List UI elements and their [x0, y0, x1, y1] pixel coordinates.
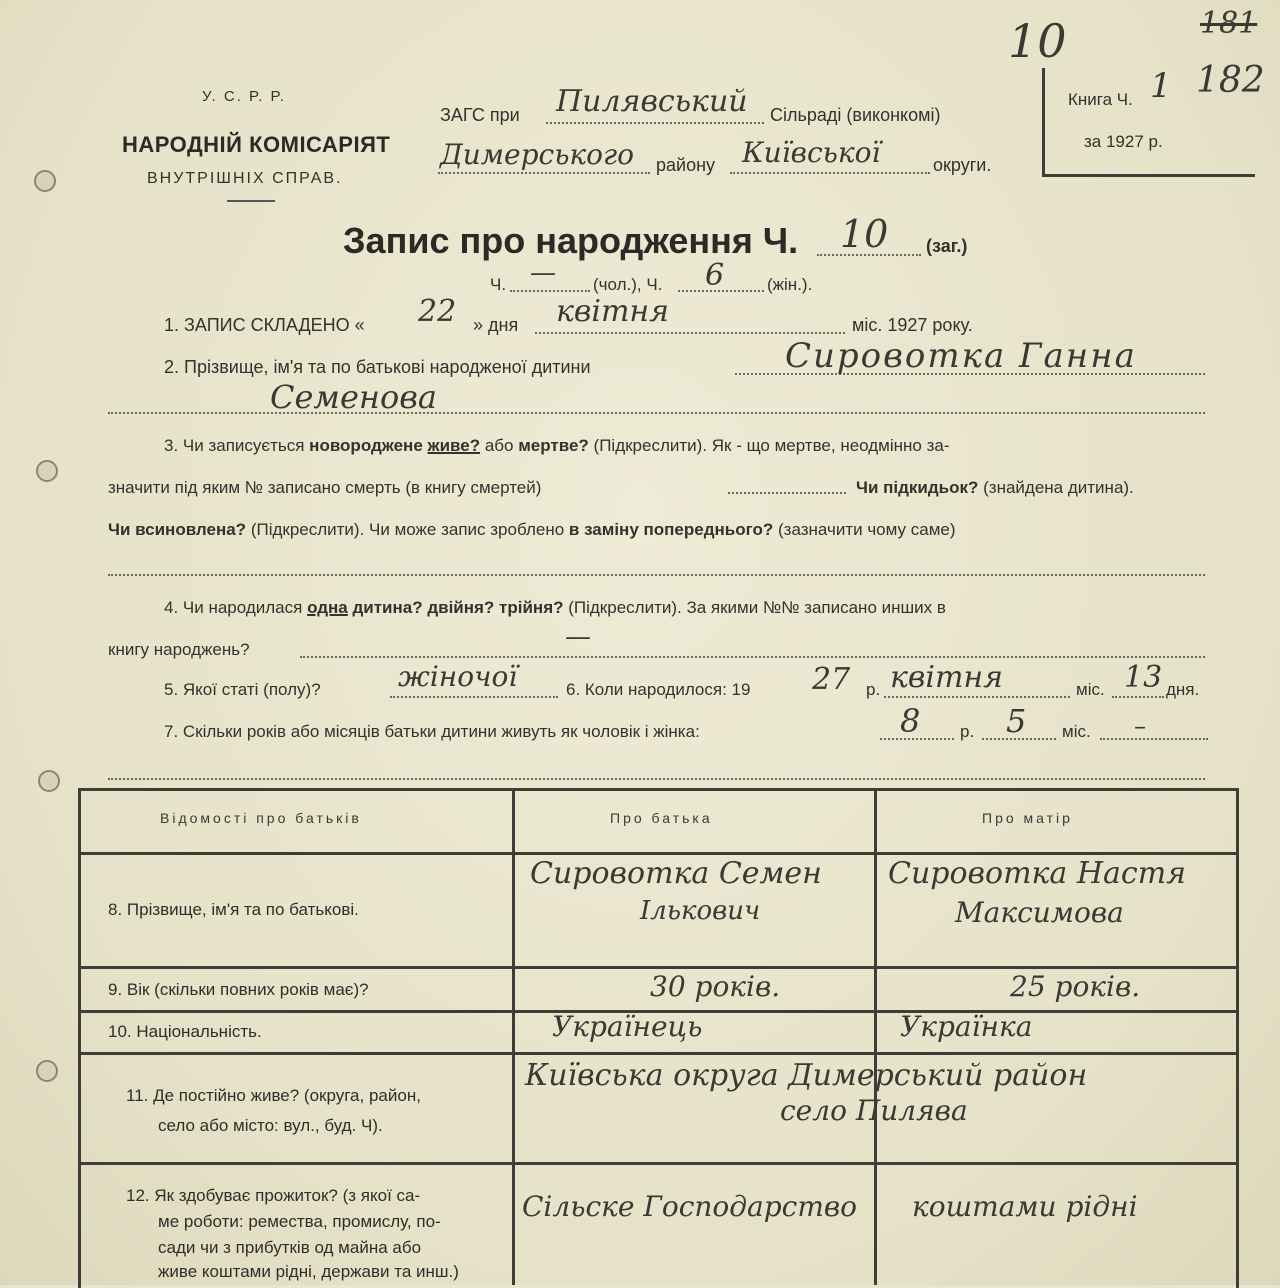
punch-hole: [38, 770, 60, 792]
row10-father: Українець: [552, 1010, 703, 1043]
district-value: Димерського: [440, 138, 635, 171]
field3-line2-c: (знайдена дитина).: [983, 478, 1134, 497]
field3-line1-a: 3. Чи записується: [164, 436, 305, 455]
book-number-2: 182: [1196, 60, 1265, 101]
book-year: за 1927 р.: [1084, 132, 1163, 151]
field4-line1-d: (Підкреслити). За якими №№ записано инших в: [568, 598, 946, 617]
table-row-divider: [78, 852, 1236, 855]
table-col-divider-2: [874, 788, 877, 1285]
table-head-info: Відомості про батьків: [160, 810, 362, 826]
field7-months: 5: [1006, 702, 1027, 740]
field2-label: 2. Прізвище, ім'я та по батькові народженої дитини: [164, 357, 591, 377]
row10-mother: Українка: [900, 1010, 1033, 1043]
field1-prefix: 1. ЗАПИС СКЛАДЕНО «: [164, 315, 365, 335]
field3-line2-b: Чи підкидьок?: [856, 478, 979, 497]
field4-line1-a: 4. Чи народилася: [164, 598, 303, 617]
field6-year-suffix: р.: [866, 680, 881, 699]
zags-suffix: Сільраді (виконкомі): [770, 105, 941, 125]
male-prefix: Ч.: [490, 275, 507, 294]
record-gen-suffix: (заг.): [926, 236, 968, 256]
field4-line2: книгу народжень?: [108, 640, 250, 659]
row11-label-1: 11. Де постійно живе? (округа, район,: [126, 1086, 421, 1105]
female-value: 6: [705, 258, 725, 293]
field1-month-line: [535, 332, 845, 334]
field6-month-line: [884, 696, 1070, 698]
punch-hole: [36, 1060, 58, 1082]
field3-line3-a: Чи всиновлена?: [108, 520, 247, 539]
row11-label-2: село або місто: вул., буд. Ч).: [158, 1116, 383, 1135]
okrug-line: [730, 172, 930, 174]
corner-crossed-number: 181: [1200, 6, 1258, 41]
field4-line1-b: одна: [307, 598, 348, 617]
book-label: Книга Ч.: [1068, 90, 1133, 109]
record-number: 10: [840, 212, 889, 256]
field2-value-1: Сировотка Ганна: [785, 336, 1137, 376]
field5-value: жіночої: [398, 660, 518, 693]
row12-label-1: 12. Як здобуває прожиток? (з якої са-: [126, 1186, 421, 1205]
field3-line3-c: в заміну попереднього?: [568, 520, 774, 539]
field3-line1-c: живе?: [427, 436, 481, 455]
field4-value: —: [565, 622, 591, 652]
district-line: [438, 172, 650, 174]
row11-value-1: Київська округа Димерський район: [525, 1058, 1088, 1093]
field3-line2-a: значити під яким № записано смерть (в книгу смертей): [108, 478, 542, 497]
field4-line1-c: дитина? двійня? трійня?: [352, 598, 564, 617]
commissariat-label: НАРОДНІЙ КОМІСАРІЯТ: [122, 132, 391, 157]
field4-line: [300, 656, 1205, 658]
row12-label-2: ме роботи: ремества, промислу, по-: [158, 1212, 441, 1231]
record-title: Запис про народження Ч.: [343, 220, 799, 261]
punch-hole: [34, 170, 56, 192]
field1-day-suffix: » дня: [473, 315, 519, 335]
field6-month: квітня: [890, 660, 1004, 695]
field6-label: 6. Коли народилося: 19: [566, 680, 751, 699]
row9-label: 9. Вік (скільки повних років має)?: [108, 980, 369, 999]
okrug-label: округи.: [933, 155, 992, 175]
field7-extra: –: [1134, 712, 1146, 740]
field3-line2: [108, 478, 541, 498]
male-line: [510, 290, 590, 292]
row8-mother-1: Сировотка Настя: [888, 856, 1187, 891]
female-suffix: (жін.).: [767, 275, 813, 294]
field7-years: 8: [900, 702, 921, 740]
field3-death-line: [728, 492, 846, 494]
row11-value-2: село Пилява: [780, 1094, 968, 1127]
field6-day-suffix: дня.: [1166, 680, 1200, 699]
male-suffix: (чол.), Ч.: [593, 275, 663, 294]
row8-label: 8. Прізвище, ім'я та по батькові.: [108, 900, 359, 919]
field6-day-line: [1112, 696, 1164, 698]
field5-label: 5. Якої статі (полу)?: [164, 680, 321, 699]
department-label: ВНУТРІШНІХ СПРАВ.: [147, 170, 343, 187]
header-divider: [227, 200, 275, 202]
table-row-divider: [78, 966, 1236, 969]
row8-father-2: Ількович: [640, 896, 761, 926]
field6-month-suffix: міс.: [1076, 680, 1105, 699]
field3-line3-d: (зазначити чому саме): [777, 520, 956, 539]
field6-year: 27: [812, 662, 851, 697]
row10-label: 10. Національність.: [108, 1022, 262, 1041]
row12-father: Сільске Господарство: [522, 1190, 858, 1223]
corner-mark: 10: [1008, 14, 1067, 68]
field3-line3: [108, 520, 956, 540]
table-col-divider-1: [512, 788, 515, 1285]
field3-reason-line: [108, 574, 1205, 576]
field1-day: 22: [418, 294, 457, 329]
male-value: —: [530, 258, 556, 288]
field3-line1-b: новороджене: [309, 436, 423, 455]
row9-father: 30 років.: [650, 970, 781, 1003]
field6-day: 13: [1124, 660, 1163, 695]
punch-hole: [36, 460, 58, 482]
field3-line1-e: мертве?: [518, 436, 589, 455]
field1-month: квітня: [556, 294, 670, 329]
field4-line1: [164, 598, 946, 618]
field3-line1-d: або: [484, 436, 514, 455]
row9-mother: 25 років.: [1010, 970, 1141, 1003]
row12-label-4: живе коштами рідні, держави та инш.): [158, 1262, 459, 1281]
field1-suffix: міс. 1927 року.: [852, 315, 973, 335]
book-number: 1: [1150, 66, 1172, 106]
field7-extra-line: [1100, 738, 1208, 740]
zags-prefix: ЗАГС при: [440, 105, 520, 125]
ussr-label: У. С. Р. Р.: [202, 88, 286, 105]
field3-line1: [164, 436, 950, 456]
row12-label-3: сади чи з прибутків од майна або: [158, 1238, 422, 1257]
zags-village-line: [546, 122, 764, 124]
table-head-father: Про батька: [610, 810, 713, 826]
row8-father-1: Сировотка Семен: [530, 856, 822, 891]
zags-village-value: Пилявський: [556, 84, 748, 119]
district-label: району: [656, 155, 716, 175]
table-row-divider: [78, 1162, 1236, 1165]
field7-label: 7. Скільки років або місяців батьки дитини живуть як чоловік і жінка:: [164, 722, 700, 741]
row12-mother: коштами рідні: [912, 1190, 1138, 1223]
field7-years-suffix: р.: [960, 722, 975, 741]
field7-months-suffix: міс.: [1062, 722, 1091, 741]
field5-line: [390, 696, 558, 698]
okrug-value: Київської: [742, 136, 881, 169]
field7-line-2: [108, 778, 1205, 780]
row8-mother-2: Максимова: [955, 896, 1124, 929]
table-row-divider: [78, 1052, 1236, 1055]
field3-line2-right: [856, 478, 1134, 498]
field3-line1-f: (Підкреслити). Як - що мертве, неодмінно за-: [593, 436, 950, 455]
field3-line3-b: (Підкреслити). Чи може запис зроблено: [250, 520, 565, 539]
table-head-mother: Про матір: [982, 810, 1073, 826]
field2-value-2: Семенова: [270, 378, 437, 416]
